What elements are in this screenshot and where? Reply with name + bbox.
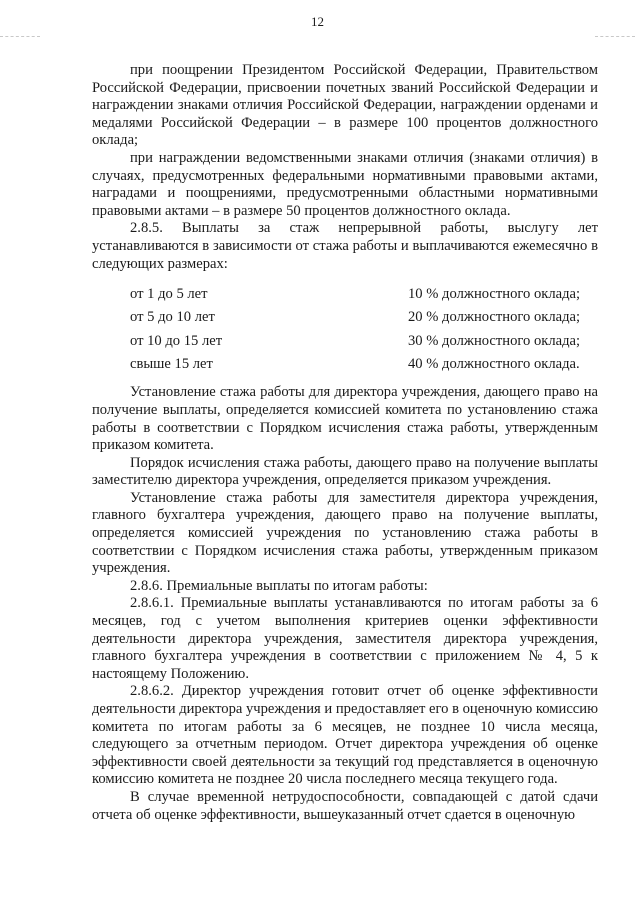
- seniority-amount: 30 % должностного оклада;: [408, 332, 581, 349]
- seniority-period: от 5 до 10 лет: [130, 309, 215, 326]
- paragraph: при награждении ведомственными знаками отличия (знаками отличия) в случаях, предусмотренных федеральными нормативными правовыми актами, наградами и поощрениями, предусмотренными областными нормативными правовыми актами – в размере 50 процентов должностного оклада.: [92, 149, 598, 219]
- paragraph: 2.8.6.2. Директор учреждения готовит отчет об оценке эффективности деятельности директора учреждения и предоставляет его в оценочную комиссию комитета по итогам работы за 6 месяцев, не позднее 10 числа месяца, следующего за отчетным периодом. Отчет директора учреждения об оценке эффективности своей деятельности за текущий год представляется в оценочную комиссию комитета не позднее 20 числа последнего месяца текущего года.: [92, 683, 598, 788]
- seniority-amount: 40 % должностного оклада.: [408, 356, 580, 373]
- paragraph: 2.8.5. Выплаты за стаж непрерывной работы, выслугу лет устанавливаются в зависимости от стажа работы и выплачиваются ежемесячно в следующих размерах:: [92, 220, 598, 272]
- paragraph: В случае временной нетрудоспособности, совпадающей с датой сдачи отчета об оценке эффективности, вышеуказанный отчет сдается в оценочную: [92, 788, 598, 823]
- seniority-table: [92, 283, 598, 376]
- paragraph: при поощрении Президентом Российской Федерации, Правительством Российской Федерации, присвоении почетных званий Российской Федерации и награждении знаками отличия Российской Федерации, награждении орденами и медалями Российской Федерации – в размере 100 процентов должностного оклада;: [92, 62, 598, 149]
- scan-artifact: [595, 36, 635, 38]
- table-row: [92, 283, 598, 306]
- table-row: [92, 353, 598, 376]
- seniority-period: от 1 до 5 лет: [130, 286, 208, 303]
- paragraph: 2.8.6.1. Премиальные выплаты устанавливаются по итогам работы за 6 месяцев, год с учетом выполнения критериев оценки эффективности деятельности директора учреждения, заместителя директора учреждения, главного бухгалтера учреждения в соответствии с приложением № 4, 5 к настоящему Положению.: [92, 595, 598, 682]
- seniority-period: от 10 до 15 лет: [130, 332, 223, 349]
- page-number: 12: [311, 14, 324, 29]
- table-row: [92, 330, 598, 353]
- scan-artifact: [0, 36, 40, 38]
- paragraph: Порядок исчисления стажа работы, дающего право на получение выплаты заместителю директора учреждения, определяется приказом учреждения.: [92, 454, 598, 489]
- document-body: [92, 62, 598, 824]
- seniority-amount: 10 % должностного оклада;: [408, 286, 581, 303]
- paragraph: Установление стажа работы для заместителя директора учреждения, главного бухгалтера учреждения, дающего право на получение выплаты, определяется комиссией учреждения по установлению стажа работы в соответствии с Порядком исчисления стажа работы, утвержденным приказом учреждения.: [92, 489, 598, 577]
- seniority-amount: 20 % должностного оклада;: [408, 309, 581, 326]
- paragraph: 2.8.6. Премиальные выплаты по итогам работы:: [130, 577, 428, 594]
- seniority-period: свыше 15 лет: [130, 356, 213, 373]
- table-row: [92, 306, 598, 329]
- paragraph: Установление стажа работы для директора учреждения, дающего право на получение выплаты, определяется комиссией комитета по установлению стажа работы в соответствии с Порядком исчисления стажа работы, утвержденным приказом комитета.: [92, 384, 598, 454]
